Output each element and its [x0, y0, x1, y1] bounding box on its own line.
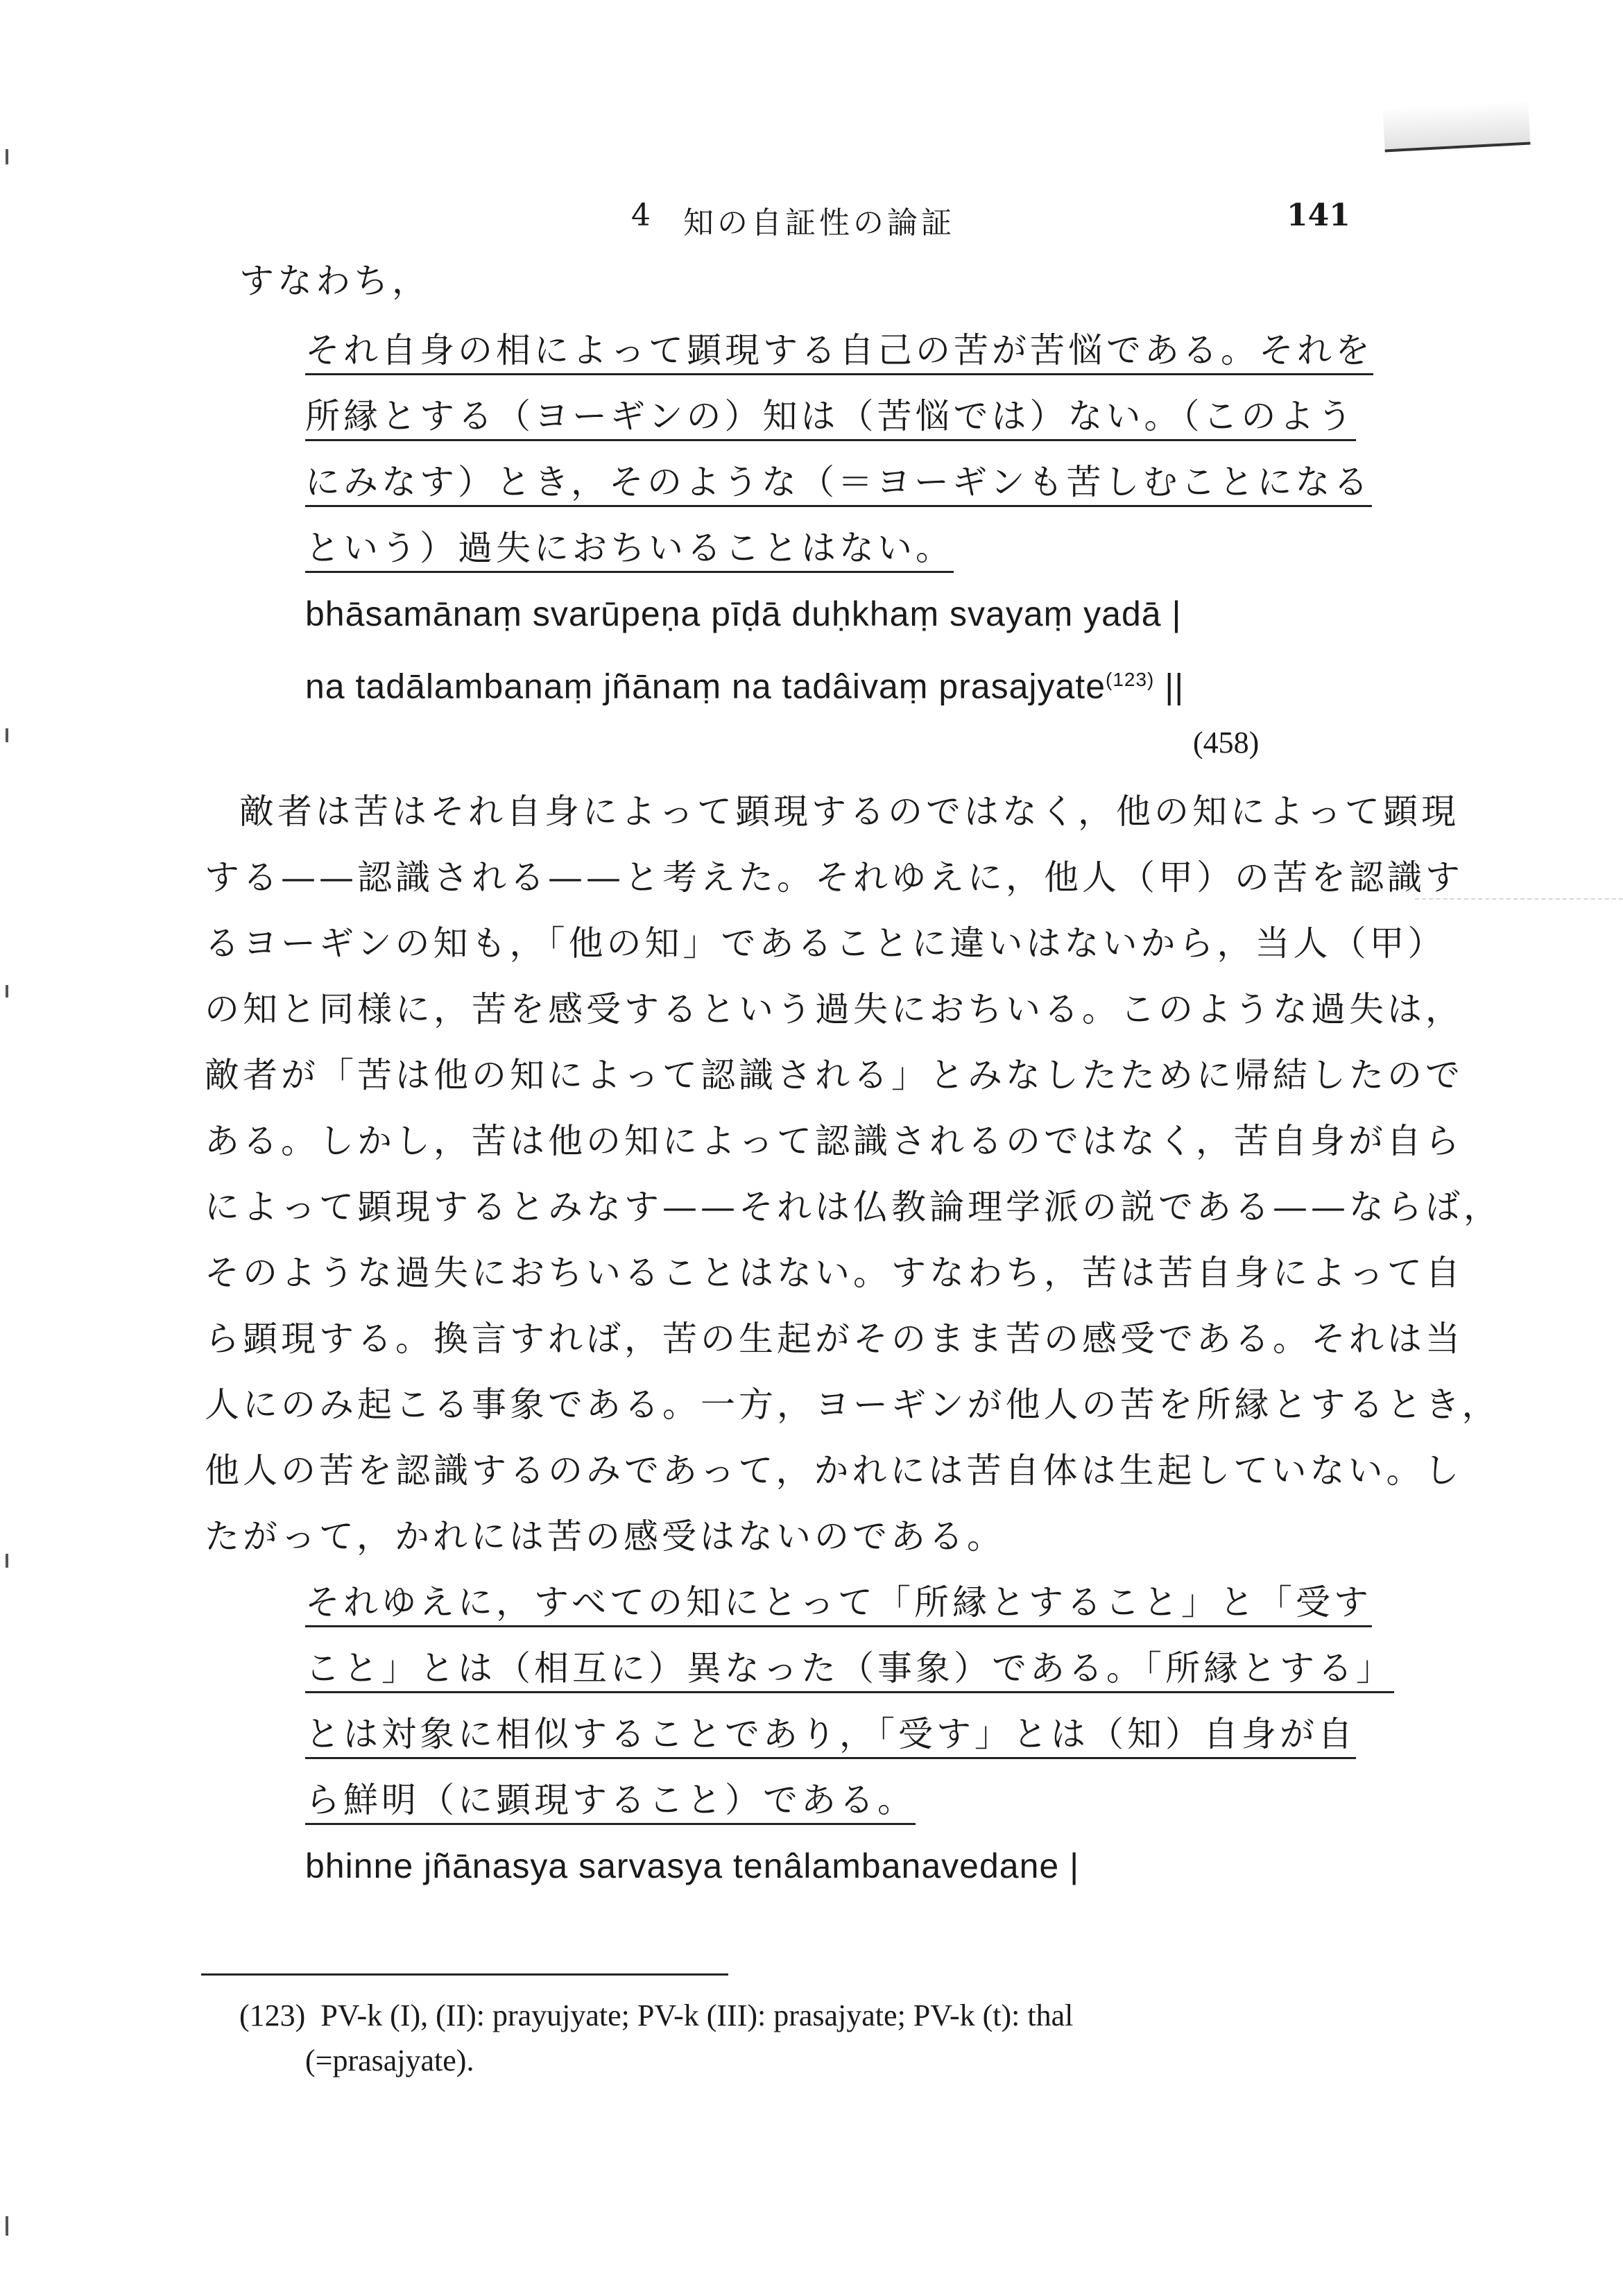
- paragraph-line: 人にのみ起こる事象である。一方，ヨーギンが他人の苦を所縁とするとき，: [205, 1385, 1500, 1425]
- margin-line: [1415, 898, 1623, 900]
- footnote-number: (123): [239, 1998, 306, 2032]
- footnote-text: PV-k (I), (II): prayujyate; PV-k (III): prasajyate; PV-k (t): thal: [320, 1998, 1074, 2032]
- quote-line: それゆえに，すべての知にとって「所縁とすること」と「受す: [305, 1582, 1372, 1623]
- quote-line: それ自身の相によって顕現する自己の苦が苦悩である。それを: [305, 329, 1373, 371]
- paragraph-line: によって顕現するとみなす——それは仏教論理学派の説である——ならば，: [205, 1187, 1502, 1227]
- sanskrit-verse-line: bhāsamānaṃ svarūpeṇa pīḍā duḥkhaṃ svayaṃ yadā |: [305, 594, 1182, 633]
- scan-speck: [6, 985, 8, 997]
- footnote-continuation: (=prasajyate).: [305, 2044, 474, 2077]
- paragraph-line: ら顕現する。換言すれば，苦の生起がそのまま苦の感受である。それは当: [205, 1319, 1463, 1359]
- paragraph-line: 敵者は苦はそれ自身によって顕現するのではなく，他の知によって顕現: [239, 791, 1459, 832]
- sanskrit-verse-line: bhinne jñānasya sarvasya tenâlambanavedane |: [305, 1847, 1080, 1885]
- quote-line: ら鮮明（に顕現すること）である。: [305, 1779, 916, 1821]
- footnote-separator: [201, 1973, 728, 1976]
- page-number: 141: [1287, 198, 1350, 233]
- scan-speck: [6, 149, 8, 164]
- quote-line: とは対象に相似することであり，「受す」とは（知）自身が自: [305, 1713, 1356, 1755]
- intro-text: すなわち，: [239, 261, 430, 301]
- quote-line: という）過失におちいることはない。: [305, 527, 954, 569]
- scan-artifact: [1382, 101, 1530, 153]
- quote-line: にみなす）とき，そのような（＝ヨーギンも苦しむことになる: [305, 461, 1372, 503]
- footnote-ref: (123): [1106, 669, 1155, 690]
- paragraph-line: たがって，かれには苦の感受はないのである。: [205, 1516, 1005, 1557]
- verse-text: na tadālambanaṃ jñānaṃ na tadâivaṃ prasajyate: [305, 667, 1106, 706]
- quote-line: 所縁とする（ヨーギンの）知は（苦悩では）ない。（このよう: [305, 395, 1356, 437]
- chapter-title: 知の自証性の論証: [683, 205, 955, 241]
- footnote: [239, 1998, 1073, 2033]
- verse-number: (458): [1193, 726, 1260, 760]
- paragraph-line: そのような過失におちいることはない。すなわち，苦は苦自身によって自: [205, 1253, 1463, 1293]
- chapter-number: 4: [631, 198, 651, 233]
- quote-line: こと」とは（相互に）異なった（事象）である。「所縁とする」: [305, 1647, 1394, 1689]
- verse-end-mark: ||: [1165, 667, 1185, 706]
- paragraph-line: ある。しかし，苦は他の知によって認識されるのではなく，苦自身が自ら: [205, 1121, 1463, 1161]
- scan-speck: [6, 1554, 8, 1568]
- paragraph-line: 他人の苦を認識するのみであって，かれには苦自体は生起していない。し: [205, 1450, 1463, 1491]
- paragraph-line: の知と同様に，苦を感受するという過失におちいる。このような過失は，: [205, 989, 1463, 1029]
- scan-speck: [6, 728, 8, 742]
- paragraph-line: 敵者が「苦は他の知によって認識される」とみなしたために帰結したので: [205, 1055, 1463, 1095]
- scan-speck: [6, 2216, 8, 2236]
- paragraph-line: るヨーギンの知も，「他の知」であることに違いはないから，当人（甲）: [205, 923, 1446, 963]
- sanskrit-verse-line: [305, 659, 1184, 708]
- paragraph-line: する——認識される——と考えた。それゆえに，他人（甲）の苦を認識す: [205, 857, 1463, 898]
